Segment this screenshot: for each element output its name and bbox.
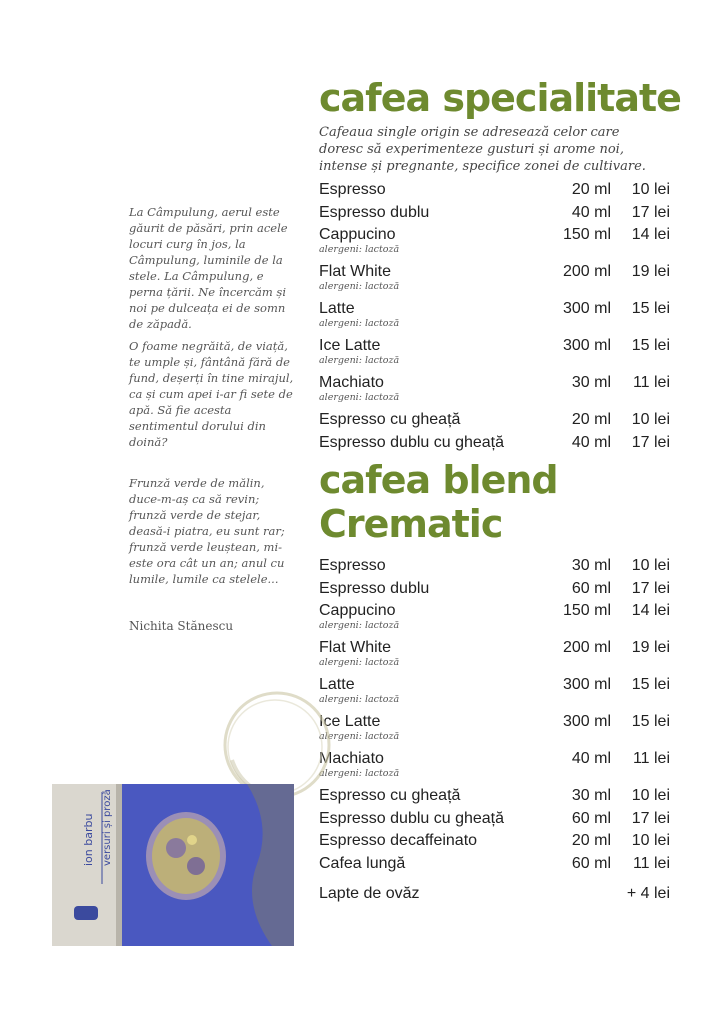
book-author-text: ion barbu [82,813,95,866]
item-volume: 40 ml [571,203,611,221]
item-volume: 150 ml [562,226,611,243]
poem-paragraph-1: La Câmpulung, aerul este găurit de păsări, prin acele locuri curg în jos, la Câmpulung, luminile de la stele. La Câmpulung, e perna țării. Ne încercăm și noi pe dulceața ei de somn de zăpadă. [129,205,288,331]
item-price: 19 lei [631,263,670,280]
menu-item [319,262,670,299]
item-volume: 40 ml [571,750,611,767]
poem-paragraph-3: Frunză verde de mălin, duce-m-aș ca să revin; frunză verde de stejar, deasă-i piatra, eu sunt rar; frunză verde leuștean, mi-este ora cât un an; anul cu lumile, lumile ca stelele... [129,476,285,586]
item-price: 11 lei [632,750,670,767]
item-price: 15 lei [631,676,670,693]
item-name: Ice Latte [319,713,381,730]
menu-item [319,809,670,832]
menu-item [319,180,670,203]
menu-extra-oat-milk [319,884,670,906]
item-volume: 20 ml [571,832,611,849]
item-price: 17 lei [631,579,670,597]
menu-item [319,601,670,638]
menu-item [319,373,670,410]
item-volume: 60 ml [571,809,611,827]
item-name: Espresso dublu cu gheață [319,809,505,827]
item-volume: 150 ml [562,602,611,619]
book-cover-image [52,784,294,946]
poem-paragraph-2: O foame negrăită, de viață, te umple și, fântână fără de fund, deșerți în tine mirajul, ca și cum apei i-ar fi sete de apă. Să fie acesta sentimentul dorului din doină? [129,339,294,449]
item-name: Latte [319,300,355,317]
blend-title-line2: Crematic [319,502,503,546]
item-price: 10 lei [631,411,670,428]
item-volume: 60 ml [571,854,611,872]
item-volume: 300 ml [562,713,611,730]
blend-menu-list [319,556,670,876]
item-price: 10 lei [631,832,670,849]
item-price: 10 lei [631,787,670,804]
menu-item [319,786,670,809]
item-name: Espresso [319,557,386,574]
item-price: 15 lei [631,337,670,354]
item-price: 14 lei [631,602,670,619]
item-volume: 300 ml [562,337,611,354]
item-volume: 20 ml [571,411,611,428]
extra-name: Lapte de ovăz [319,885,420,902]
item-volume: 20 ml [571,181,611,198]
item-allergen: alergeni: lactoză [319,244,400,255]
item-name: Espresso cu gheață [319,411,461,428]
item-price: 15 lei [631,300,670,317]
item-allergen: alergeni: lactoză [319,318,400,329]
menu-item [319,556,670,579]
item-volume: 40 ml [571,433,611,451]
item-volume: 60 ml [571,579,611,597]
item-allergen: alergeni: lactoză [319,657,400,668]
item-allergen: alergeni: lactoză [319,731,400,742]
menu-item [319,299,670,336]
item-allergen: alergeni: lactoză [319,355,400,366]
item-volume: 200 ml [562,639,611,656]
item-volume: 30 ml [571,374,611,391]
menu-item [319,749,670,786]
item-price: 19 lei [631,639,670,656]
specialty-menu-list [319,180,670,455]
book-title-text: versuri și proză [102,789,113,866]
item-name: Cappucino [319,226,396,243]
item-price: 10 lei [631,181,670,198]
blend-title-line1: cafea blend [319,458,558,502]
item-allergen: alergeni: lactoză [319,768,400,779]
item-volume: 30 ml [571,557,611,574]
poem-author: Nichita Stănescu [129,619,234,633]
menu-item [319,433,670,456]
menu-item [319,410,670,433]
item-price: 11 lei [632,854,670,872]
item-volume: 300 ml [562,676,611,693]
extra-price: + 4 lei [626,885,670,902]
item-name: Machiato [319,374,384,391]
menu-item [319,712,670,749]
item-name: Espresso dublu cu gheață [319,433,505,451]
item-name: Espresso dublu [319,203,430,221]
item-name: Espresso cu gheață [319,787,461,804]
menu-item [319,336,670,373]
item-allergen: alergeni: lactoză [319,281,400,292]
item-name: Machiato [319,750,384,767]
item-price: 14 lei [631,226,670,243]
menu-item [319,203,670,226]
item-price: 17 lei [631,433,670,451]
item-allergen: alergeni: lactoză [319,392,400,403]
item-allergen: alergeni: lactoză [319,694,400,705]
item-name: Flat White [319,639,392,656]
specialty-intro: Cafeaua single origin se adresează celor care doresc să experimenteze gusturi și arome noi, intense și pregnante, specifice zonei de cultivare. [319,125,646,174]
item-name: Cafea lungă [319,854,406,872]
section-title-blend [319,458,558,546]
item-volume: 200 ml [562,263,611,280]
item-name: Ice Latte [319,337,381,354]
item-name: Espresso dublu [319,579,430,597]
item-price: 15 lei [631,713,670,730]
item-name: Flat White [319,263,392,280]
menu-item [319,225,670,262]
item-price: 10 lei [631,557,670,574]
item-volume: 30 ml [571,787,611,804]
item-volume: 300 ml [562,300,611,317]
menu-item [319,854,670,877]
item-name: Cappucino [319,602,396,619]
menu-item [319,638,670,675]
item-allergen: alergeni: lactoză [319,620,400,631]
menu-item [319,675,670,712]
item-price: 17 lei [631,203,670,221]
menu-item [319,831,670,854]
item-name: Espresso [319,181,386,198]
item-name: Latte [319,676,355,693]
item-price: 17 lei [631,809,670,827]
section-title-specialty: cafea specialitate [319,76,681,120]
item-name: Espresso decaffeinato [319,832,478,849]
menu-item [319,579,670,602]
item-price: 11 lei [632,374,670,391]
